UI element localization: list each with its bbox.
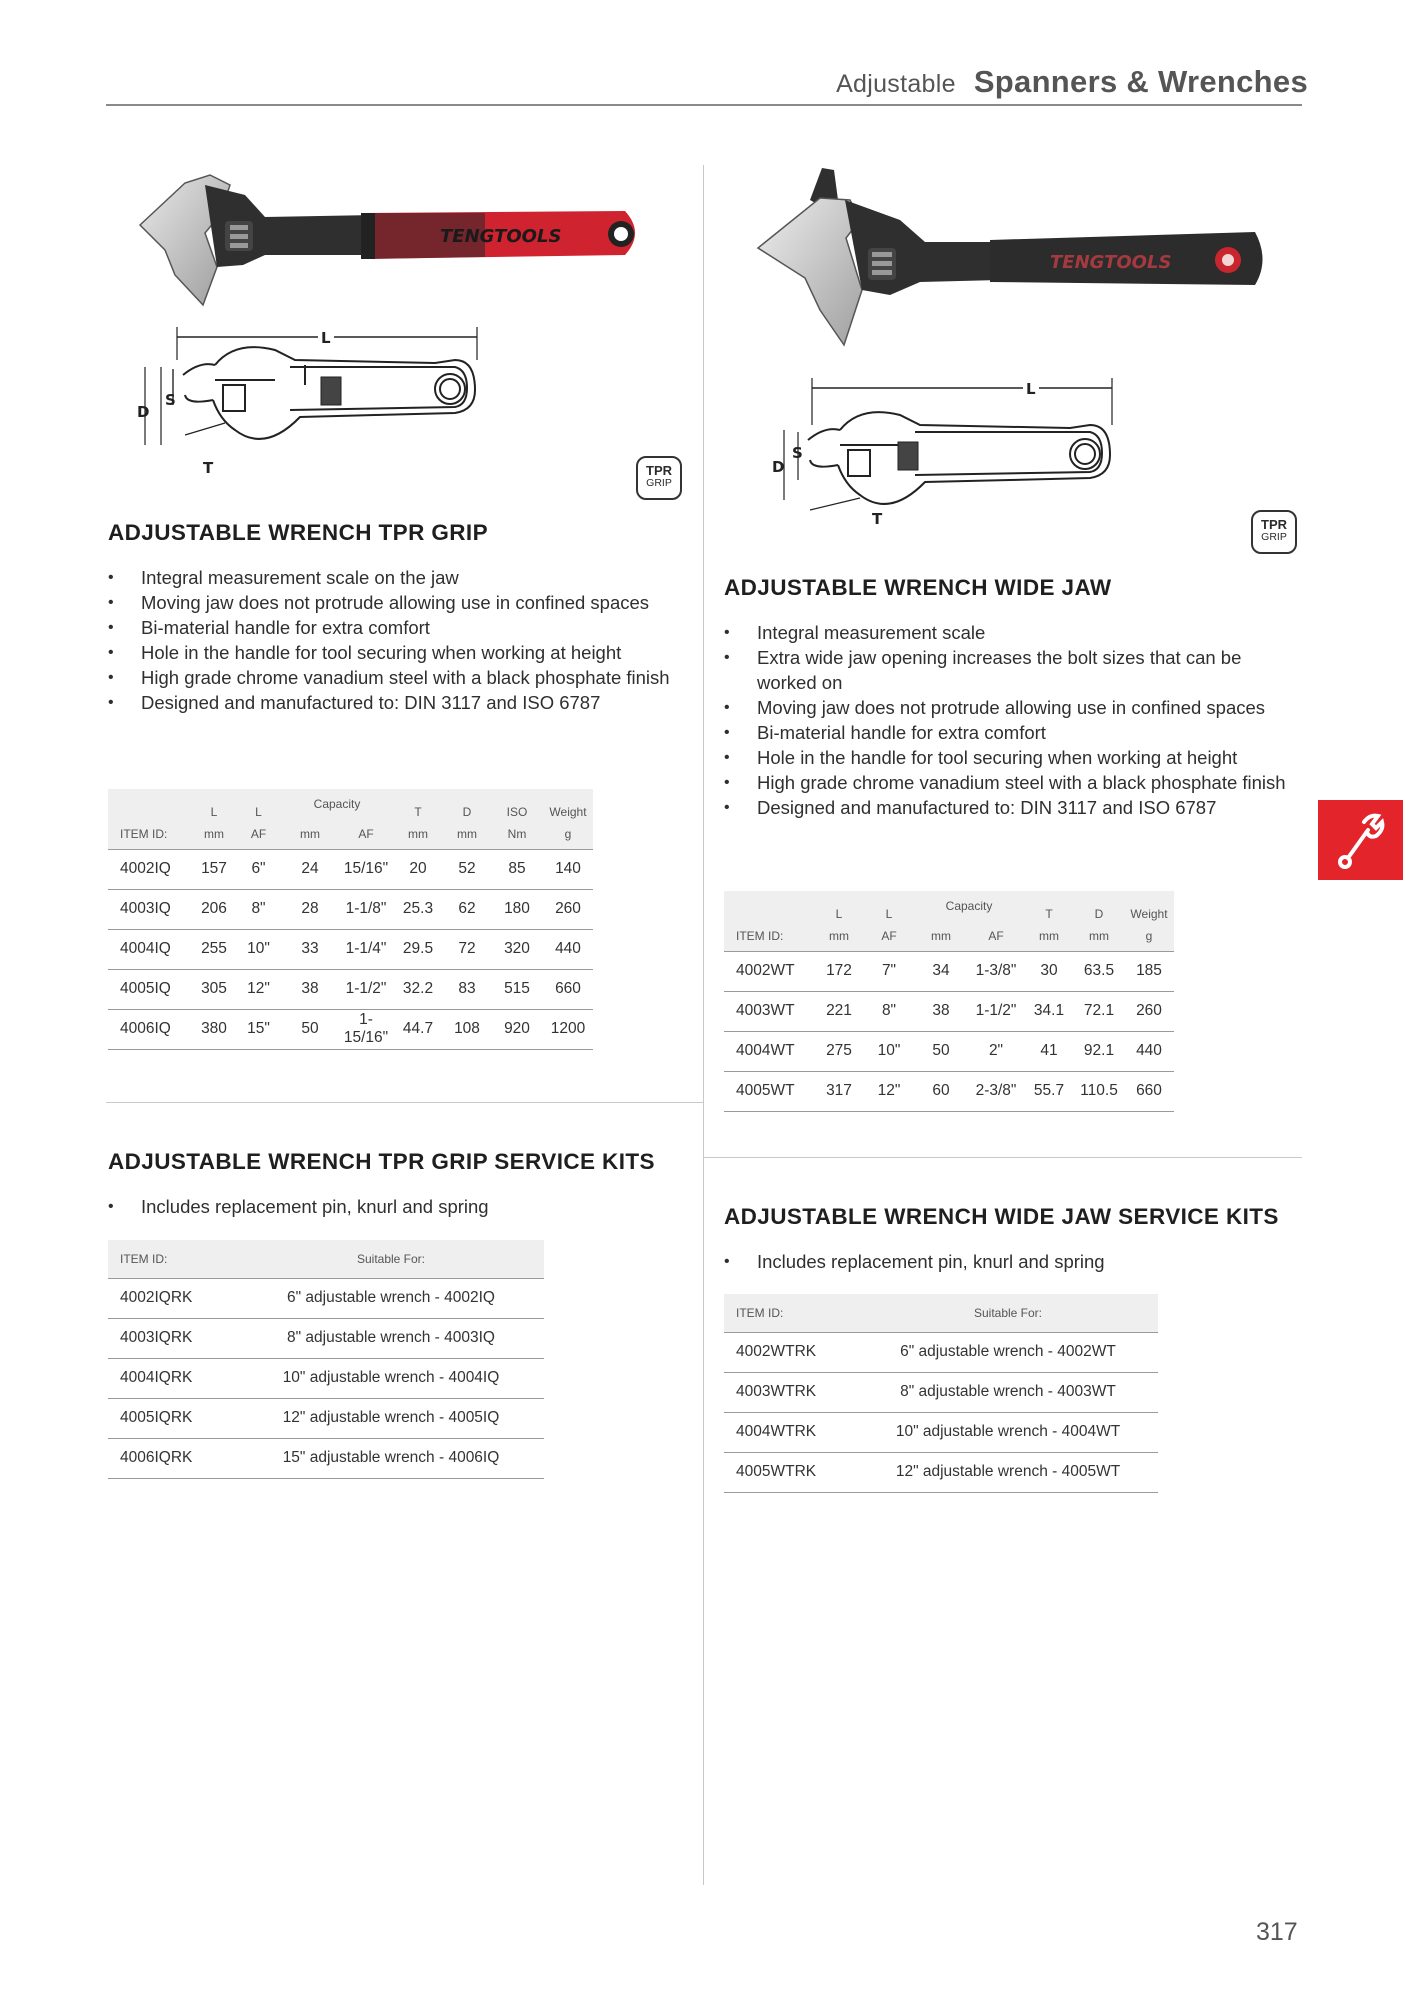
th-unit: mm (1024, 921, 1074, 951)
cell: 221 (814, 991, 864, 1031)
bullet: • High grade chrome vanadium steel with a black phosphate finish (108, 665, 688, 690)
cell: 4005IQRK (108, 1398, 238, 1438)
cell: 6" adjustable wrench - 4002WT (858, 1332, 1158, 1372)
table-row (108, 929, 593, 969)
cell: 15" adjustable wrench - 4006IQ (238, 1438, 544, 1478)
th-suitable: Suitable For: (858, 1294, 1158, 1332)
th-item-id: ITEM ID: (108, 819, 192, 849)
left-tpr-grip-badge (636, 456, 682, 500)
cell: 4003IQRK (108, 1318, 238, 1358)
left-kits-table (108, 1240, 544, 1479)
table-row (724, 951, 1174, 991)
cell: 260 (1124, 991, 1174, 1031)
right-kits-table (724, 1294, 1158, 1493)
right-kits-bullets (724, 1249, 1304, 1274)
cell: 1-1/4" (339, 929, 393, 969)
cell: 660 (543, 969, 593, 1009)
cell: 4004WTRK (724, 1412, 858, 1452)
header-title: Spanners & Wrenches (973, 64, 1308, 99)
bullet: • Designed and manufactured to: DIN 3117 and ISO 6787 (724, 795, 1304, 820)
th-unit: mm (914, 921, 968, 951)
cell: 25.3 (393, 889, 443, 929)
cell: 4004IQRK (108, 1358, 238, 1398)
cell: 380 (192, 1009, 236, 1049)
cell: 10" adjustable wrench - 4004IQ (238, 1358, 544, 1398)
section-tab[interactable] (1318, 800, 1403, 880)
cell: 4002WTRK (724, 1332, 858, 1372)
cell: 10" adjustable wrench - 4004WT (858, 1412, 1158, 1452)
bullet: • Designed and manufactured to: DIN 3117 and ISO 6787 (108, 690, 688, 715)
page-number: 317 (1256, 1918, 1298, 1946)
th-unit: AF (339, 819, 393, 849)
bullet: • Includes replacement pin, knurl and spring (724, 1249, 1304, 1274)
cell: 317 (814, 1071, 864, 1111)
dim-S-label: S (792, 444, 803, 462)
table-row (724, 1071, 1174, 1111)
cell: 320 (491, 929, 543, 969)
th-unit: g (543, 819, 593, 849)
cell: 660 (1124, 1071, 1174, 1111)
th-l2: L (885, 907, 893, 921)
cell: 4003IQ (108, 889, 192, 929)
cell: 4005WTRK (724, 1452, 858, 1492)
cell: 1-1/2" (339, 969, 393, 1009)
cell: 4003WTRK (724, 1372, 858, 1412)
left-spec-table (108, 789, 593, 1050)
bullet: • Includes replacement pin, knurl and spring (108, 1194, 688, 1219)
th-unit: mm (192, 819, 236, 849)
cell: 4006IQ (108, 1009, 192, 1049)
th-unit: AF (864, 921, 914, 951)
cell: 38 (281, 969, 339, 1009)
th-unit: AF (968, 921, 1024, 951)
right-product-bullets (724, 620, 1304, 820)
cell: 515 (491, 969, 543, 1009)
cell: 92.1 (1074, 1031, 1124, 1071)
page-header (836, 64, 1308, 100)
th-d: D (1094, 907, 1104, 921)
bullet: • Integral measurement scale on the jaw (108, 565, 688, 590)
cell: 24 (281, 849, 339, 889)
th-unit: mm (393, 819, 443, 849)
cell: 85 (491, 849, 543, 889)
cell: 72 (443, 929, 491, 969)
cell: 33 (281, 929, 339, 969)
cell: 440 (543, 929, 593, 969)
dim-L-label: L (321, 329, 331, 347)
bullet: • Bi-material handle for extra comfort (108, 615, 688, 640)
th-iso: ISO (506, 805, 528, 819)
table-row (108, 1318, 544, 1358)
cell: 60 (914, 1071, 968, 1111)
cell: 2-3/8" (968, 1071, 1024, 1111)
right-kits-title: ADJUSTABLE WRENCH WIDE JAW SERVICE KITS (724, 1204, 1279, 1229)
th-suitable: Suitable For: (238, 1240, 544, 1278)
table-row (724, 991, 1174, 1031)
th-t: T (414, 805, 422, 819)
cell: 255 (192, 929, 236, 969)
cell: 4005IQ (108, 969, 192, 1009)
wrench-icon (1318, 800, 1403, 880)
cell: 185 (1124, 951, 1174, 991)
dim-L-label: L (1026, 380, 1036, 398)
cell: 15/16" (339, 849, 393, 889)
cell: 4003WT (724, 991, 814, 1031)
th-item-id: ITEM ID: (724, 1294, 858, 1332)
th-capacity: Capacity (945, 899, 993, 913)
th-l1: L (210, 805, 218, 819)
th-weight: Weight (1130, 907, 1168, 921)
table-row (108, 1398, 544, 1438)
th-unit: mm (814, 921, 864, 951)
cell: 8" (864, 991, 914, 1031)
cell: 4005WT (724, 1071, 814, 1111)
th-t: T (1045, 907, 1053, 921)
bullet: • Hole in the handle for tool securing when working at height (108, 640, 688, 665)
cell: 140 (543, 849, 593, 889)
cell: 30 (1024, 951, 1074, 991)
cell: 12" adjustable wrench - 4005WT (858, 1452, 1158, 1492)
cell: 20 (393, 849, 443, 889)
cell: 180 (491, 889, 543, 929)
left-brand-text: TENGTOOLS (440, 226, 562, 247)
table-row (108, 969, 593, 1009)
cell: 157 (192, 849, 236, 889)
badge-top: TPR (1261, 517, 1287, 532)
th-unit: AF (236, 819, 281, 849)
bullet: • Moving jaw does not protrude allowing use in confined spaces (724, 695, 1304, 720)
cell: 10" (864, 1031, 914, 1071)
cell: 12" (864, 1071, 914, 1111)
cell: 260 (543, 889, 593, 929)
column-divider (703, 165, 704, 1885)
badge-bottom: GRIP (1261, 531, 1287, 543)
cell: 52 (443, 849, 491, 889)
cell: 8" adjustable wrench - 4003WT (858, 1372, 1158, 1412)
cell: 440 (1124, 1031, 1174, 1071)
header-subtitle: Adjustable (836, 70, 956, 98)
th-unit: Nm (491, 819, 543, 849)
table-row (108, 1009, 593, 1049)
header-rule (106, 104, 1302, 106)
th-capacity: Capacity (313, 797, 361, 811)
table-row (108, 1278, 544, 1318)
left-product-bullets (108, 565, 688, 715)
cell: 4002IQ (108, 849, 192, 889)
bullet: • Hole in the handle for tool securing when working at height (724, 745, 1304, 770)
dim-S-label: S (165, 391, 176, 409)
cell: 6" (236, 849, 281, 889)
cell: 34 (914, 951, 968, 991)
th-unit: mm (1074, 921, 1124, 951)
cell: 12" (236, 969, 281, 1009)
dim-D-label: D (137, 403, 150, 421)
th-unit: mm (281, 819, 339, 849)
cell: 28 (281, 889, 339, 929)
th-item-id: ITEM ID: (724, 921, 814, 951)
th-l2: L (255, 805, 262, 819)
cell: 206 (192, 889, 236, 929)
cell: 4004IQ (108, 929, 192, 969)
bullet: • Extra wide jaw opening increases the bolt sizes that can be worked on (724, 645, 1304, 695)
th-weight: Weight (549, 805, 587, 819)
cell: 920 (491, 1009, 543, 1049)
th-l1: L (835, 907, 843, 921)
table-row (724, 1412, 1158, 1452)
cell: 72.1 (1074, 991, 1124, 1031)
cell: 305 (192, 969, 236, 1009)
cell: 6" adjustable wrench - 4002IQ (238, 1278, 544, 1318)
left-section-divider (106, 1102, 703, 1103)
cell: 4002WT (724, 951, 814, 991)
cell: 15" (236, 1009, 281, 1049)
bullet: • Integral measurement scale (724, 620, 1304, 645)
cell: 7" (864, 951, 914, 991)
table-row (724, 1372, 1158, 1412)
badge-bottom: GRIP (646, 477, 672, 489)
dim-T-label: T (872, 510, 883, 528)
cell: 50 (914, 1031, 968, 1071)
bullet: • High grade chrome vanadium steel with a black phosphate finish (724, 770, 1304, 795)
cell: 83 (443, 969, 491, 1009)
cell: 275 (814, 1031, 864, 1071)
cell: 41 (1024, 1031, 1074, 1071)
table-row (108, 1358, 544, 1398)
cell: 55.7 (1024, 1071, 1074, 1111)
cell: 50 (281, 1009, 339, 1049)
left-kits-title: ADJUSTABLE WRENCH TPR GRIP SERVICE KITS (108, 1149, 655, 1174)
cell: 4006IQRK (108, 1438, 238, 1478)
bullet: • Bi-material handle for extra comfort (724, 720, 1304, 745)
cell: 1-1/2" (968, 991, 1024, 1031)
cell: 29.5 (393, 929, 443, 969)
cell: 32.2 (393, 969, 443, 1009)
th-item-id: ITEM ID: (108, 1240, 238, 1278)
cell: 38 (914, 991, 968, 1031)
cell: 172 (814, 951, 864, 991)
dim-T-label: T (203, 459, 214, 477)
left-kits-bullets (108, 1194, 688, 1219)
cell: 4002IQRK (108, 1278, 238, 1318)
th-unit: g (1124, 921, 1174, 951)
th-d: D (462, 805, 472, 819)
cell: 34.1 (1024, 991, 1074, 1031)
right-tpr-grip-badge (1251, 510, 1297, 554)
cell: 12" adjustable wrench - 4005IQ (238, 1398, 544, 1438)
wide-jaw-wrench-image (750, 160, 1290, 530)
cell: 1-1/8" (339, 889, 393, 929)
tpr-grip-wrench-image (125, 155, 665, 495)
cell: 1-3/8" (968, 951, 1024, 991)
dim-D-label: D (772, 458, 785, 476)
right-brand-text: TENGTOOLS (1050, 252, 1172, 273)
table-row (108, 849, 593, 889)
cell: 108 (443, 1009, 491, 1049)
cell: 10" (236, 929, 281, 969)
left-product-title: ADJUSTABLE WRENCH TPR GRIP (108, 520, 488, 545)
right-section-divider (703, 1157, 1302, 1158)
cell: 8" adjustable wrench - 4003IQ (238, 1318, 544, 1358)
bullet: • Moving jaw does not protrude allowing use in confined spaces (108, 590, 688, 615)
cell: 1-15/16" (339, 1009, 393, 1049)
cell: 2" (968, 1031, 1024, 1071)
cell: 110.5 (1074, 1071, 1124, 1111)
cell: 8" (236, 889, 281, 929)
right-product-title: ADJUSTABLE WRENCH WIDE JAW (724, 575, 1112, 600)
cell: 44.7 (393, 1009, 443, 1049)
cell: 4004WT (724, 1031, 814, 1071)
badge-top: TPR (646, 463, 672, 478)
table-row (724, 1452, 1158, 1492)
th-unit: mm (443, 819, 491, 849)
table-row (724, 1332, 1158, 1372)
table-row (108, 889, 593, 929)
right-spec-table (724, 891, 1174, 1112)
table-row (724, 1031, 1174, 1071)
cell: 62 (443, 889, 491, 929)
cell: 1200 (543, 1009, 593, 1049)
table-row (108, 1438, 544, 1478)
cell: 63.5 (1074, 951, 1124, 991)
